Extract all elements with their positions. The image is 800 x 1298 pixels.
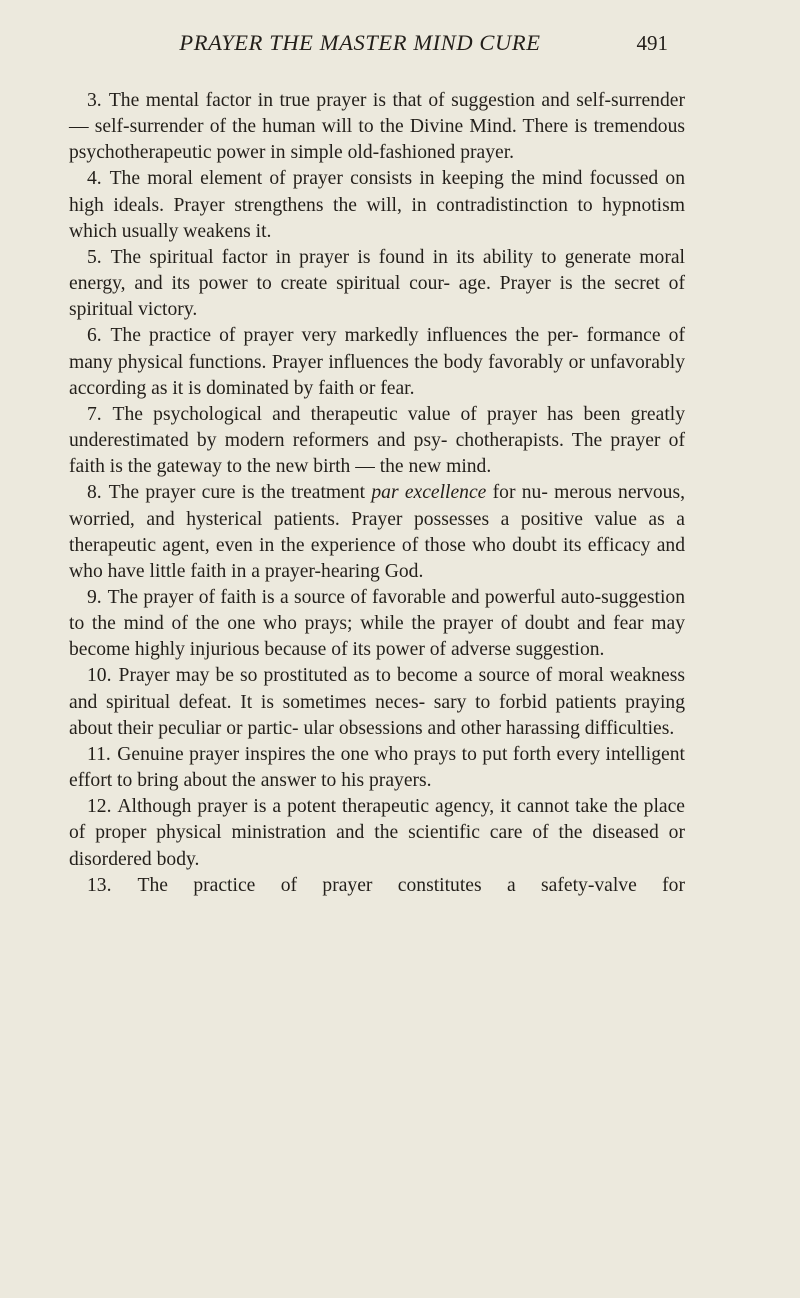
paragraph-10: [69, 663, 685, 741]
paragraph-number: 9.: [87, 586, 102, 608]
italic-phrase: par excellence: [371, 482, 487, 504]
paragraph-text-after: for nu- merous nervous, worried, and hysterical patients. Prayer possesses a positive value as a therapeutic agent, even in the experience of those who doubt its efficacy and who have little faith in a prayer-hearing God.: [69, 482, 685, 582]
paragraph-11: [69, 742, 685, 794]
paragraph-text: The psychological and therapeutic value of prayer has been greatly underestimated by modern reformers and psy- chotherapists. The prayer of faith is the gateway to the new birth — the new mind.: [69, 403, 686, 478]
paragraph-number: 4.: [87, 168, 102, 190]
paragraph-4: [69, 166, 685, 244]
paragraph-3: [69, 88, 685, 166]
paragraph-text: Genuine prayer inspires the one who prays to put forth every intelligent effort to bring about the answer to his prayers.: [69, 743, 685, 792]
paragraph-number: 3.: [87, 90, 102, 111]
paragraph-text: The mental factor in true prayer is that of suggestion and self-surrender — self-surrender of the human will to the Divine Mind. There is tremendous psychotherapeutic power in simple old-fashioned prayer.: [69, 90, 685, 164]
paragraph-number: 7.: [87, 403, 102, 425]
paragraph-number: 5.: [87, 246, 102, 268]
paragraph-8: [69, 480, 685, 585]
paragraph-text: The spiritual factor in prayer is found in its ability to generate moral energy, and its power to create spiritual cour- age. Prayer is the secret of spiritual victory.: [69, 246, 686, 321]
paragraph-text: The practice of prayer very markedly influences the per- formance of many physical functions. Prayer influences the body favorably or unfavorably according as it is dominated by faith or fear.: [69, 325, 685, 399]
paragraph-6: [69, 323, 685, 401]
paragraph-text-before: The prayer cure is the treatment: [108, 482, 372, 504]
paragraph-number: 6.: [87, 325, 102, 347]
paragraph-text: Prayer may be so prostituted as to become a source of moral weakness and spiritual defeat. It is sometimes neces- sary to forbid patients praying about their peculiar or partic- ular obsessions and other harassing difficulties.: [69, 665, 685, 739]
paragraph-12: [69, 794, 685, 872]
paragraph-5: [69, 245, 685, 323]
body-text: [69, 88, 685, 899]
paragraph-number: 13.: [87, 874, 112, 896]
paragraph-9: [69, 585, 685, 663]
paragraph-text: The practice of prayer constitutes a safety-valve for: [137, 874, 685, 896]
paragraph-number: 8.: [87, 482, 102, 504]
paragraph-13: [69, 873, 685, 899]
paragraph-number: 11.: [87, 743, 111, 765]
paragraph-number: 10.: [87, 665, 112, 687]
paragraph-7: [69, 402, 685, 480]
paragraph-text: Although prayer is a potent therapeutic agency, it cannot take the place of proper physical ministration and the scientific care of the diseased or disordered body.: [69, 796, 685, 870]
running-head: PRAYER THE MASTER MIND CURE: [179, 30, 541, 55]
paragraph-text: The moral element of prayer consists in keeping the mind focussed on high ideals. Prayer strengthens the will, in contradistinction to hypnotism which usually weakens it.: [69, 168, 686, 242]
paragraph-text: The prayer of faith is a source of favorable and powerful auto-suggestion to the mind of the one who prays; while the prayer of doubt and fear may become highly injurious because of its power of adverse suggestion.: [69, 586, 685, 661]
page-number: 491: [636, 31, 668, 55]
paragraph-number: 12.: [87, 796, 112, 818]
